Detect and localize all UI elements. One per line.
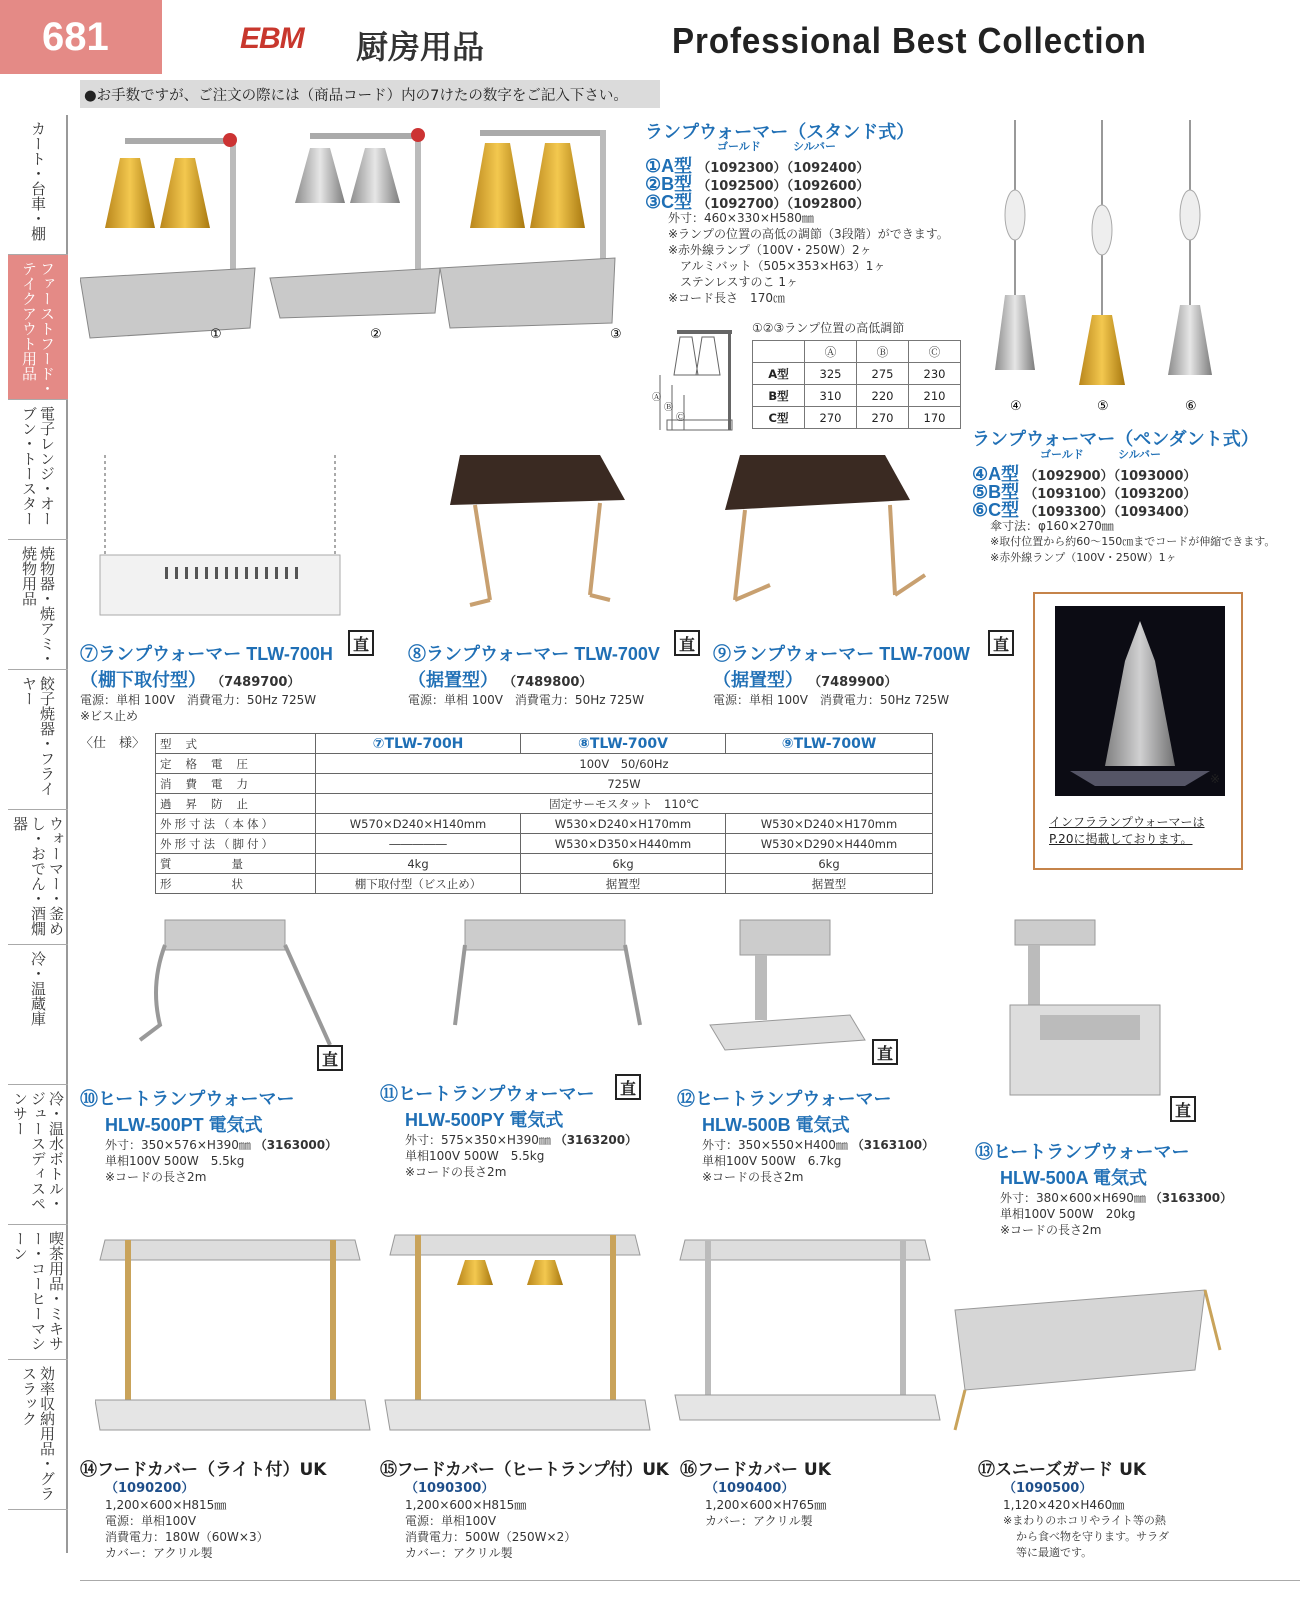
tab-fryer[interactable]: 餃子焼器・フライヤー [8,670,68,810]
category-title: 厨房用品 [356,28,485,66]
pendant-model-list: ④A型 （1092900）（1093000） ⑤B型 （1093100）（1093200） ⑥C型 （1093300）（1093400） [972,464,1197,520]
stand-model-list: ①A型 （1092300）（1092400） ②B型 （1092500）（1092600） ③C型 （1092700）（1092800） [645,156,870,212]
levels-title: ①②③ランプ位置の高低調節 [752,321,905,335]
tlw-700w-name: ⑨ランプウォーマー TLW-700W [713,644,970,664]
pendant-specs: 傘寸法：φ160×270㎜ ※取付位置から約60～150㎝までコードが伸縮できます。 ※赤外線ランプ（100V・250W）1ヶ [990,519,1276,564]
infra-note: インフラランプウォーマーは P.20に掲載しております。 [1049,815,1205,846]
hlw-500pt-block: ⑩ヒートランプウォーマー HLW-500PT 電気式 外寸：350×576×H390㎜ （3163000） 単相100V 500W 5.5kg ※コードの長さ2m 直 [80,1085,380,1185]
tab-carts[interactable]: カート・台車・棚 [8,115,68,255]
tlw-700v-block: ⑧ランプウォーマー TLW-700V （据置型） （7489800） 電源：単相 100V 消費電力：50Hz 725W 直 [408,640,708,708]
tab-dispenser[interactable]: 冷・温水ボトル・ジュースディスペンサー [8,1085,68,1225]
tlw-photos [95,455,975,630]
photo-label-2: ② [370,327,382,342]
direct-ship-badge: 直 [348,630,374,656]
tlw-700h-name: ⑦ランプウォーマー TLW-700H [80,644,333,664]
spec-table: 型式 ⑦TLW-700H ⑧TLW-700V ⑨TLW-700W 定格電圧 100V 50/60Hz 消費電力 725W 過昇防止 固定サーモスタット 110℃ 外形寸法（本体） W570×D240×H140mm W530×D240×H170mm W530×D240×H170mm 外形寸法（脚付） ――――― W530×D350×H440mm W530×D290×H440mm 質量 4kg 6kg 6kg 形状 棚下取付型（ビス止め） 据置型 据置型 [155,733,933,894]
direct-ship-badge: 直 [872,1039,898,1065]
stand-warmer-photos [80,118,640,358]
tab-warmer[interactable]: ウォーマー・釜めし・おでん・酒燗器 [8,810,68,945]
food-cover-photos [95,1230,1265,1445]
infra-mark: ※ [1210,772,1221,786]
tlw-700h-block: ⑦ランプウォーマー TLW-700H （棚下取付型） （7489700） 電源：単相 100V 消費電力：50Hz 725W ※ビス止め 直 [80,640,410,724]
stand-col-gold: ゴールド [717,141,761,153]
hlw-500a-block: ⑬ヒートランプウォーマー HLW-500A 電気式 外寸：380×600×H690㎜ （3163300） 単相100V 500W 20kg ※コードの長さ2m 直 [975,1138,1275,1238]
svg-text:⑤: ⑤ [1097,399,1109,414]
pendant-warmer-photos [980,120,1220,425]
sneeze-guard-block: ⑰スニーズガード UK （1090500） 1,120×420×H460㎜ ※まわりのホコリやライト等の熱 から食べ物を守ります。サラダ 等に最適です。 [978,1460,1170,1559]
levels-table: Ⓐ Ⓑ Ⓒ A型 325 275 230 B型 310 220 210 C型 270 270 170 [752,340,961,429]
tab-storage[interactable]: 効率収納用品・グラスラック [8,1360,68,1510]
cover-uk-block: ⑯フードカバー UK （1090400） 1,200×600×H765㎜ カバー：アクリル製 [680,1460,831,1528]
pendant-col-gold: ゴールド [1040,449,1084,461]
svg-text:Ⓒ: Ⓒ [676,413,686,423]
tlw-700v-name: ⑧ランプウォーマー TLW-700V [408,644,660,664]
direct-ship-badge: 直 [615,1074,641,1100]
order-notice: ●お手数ですが、ご注文の際には（商品コード）内の7けたの数字をご記入下さい。 [80,80,660,108]
cover-uk-light-block: ⑭フードカバー（ライト付）UK （1090200） 1,200×600×H815㎜ 電源：単相100V 消費電力：180W（60W×3） カバー：アクリル製 [80,1460,327,1560]
tab-fastfood[interactable]: ファーストフード・テイクアウト用品 [8,255,68,400]
pendant-col-silver: シルバー [1118,449,1161,461]
tlw-700w-block: ⑨ランプウォーマー TLW-700W （据置型） （7489900） 電源：単相 100V 消費電力：50Hz 725W 直 [713,640,1013,708]
direct-ship-badge: 直 [988,630,1014,656]
collection-title: Professional Best Collection [672,20,1147,61]
hlw-500b-block: ⑫ヒートランプウォーマー HLW-500B 電気式 外寸：350×550×H400㎜ （3163100） 単相100V 500W 6.7kg ※コードの長さ2m 直 [677,1085,977,1185]
direct-ship-badge: 直 [317,1045,343,1071]
photo-label-3: ③ [610,327,622,342]
lamp-height-diagram [652,325,742,445]
direct-ship-badge: 直 [674,630,700,656]
svg-text:Ⓐ: Ⓐ [652,393,662,403]
tab-grill[interactable]: 焼物器・焼アミ・焼物用品 [8,540,68,670]
footer-divider [80,1580,1300,1581]
infra-photo [1055,606,1225,796]
tab-microwave[interactable]: 電子レンジ・オーブン・トースター [8,400,68,540]
spec-table-label: 〈仕 様〉 [80,736,146,751]
direct-ship-badge: 直 [1170,1096,1196,1122]
stand-title: ランプウォーマー（スタンド式） [645,122,915,142]
category-sidebar [0,115,68,1553]
stand-col-silver: シルバー [793,141,836,153]
pendant-title: ランプウォーマー（ペンダント式） [972,429,1259,449]
hlw-500py-block: ⑪ヒートランプウォーマー HLW-500PY 電気式 外寸：575×350×H390㎜ （3163200） 単相100V 500W 5.5kg ※コードの長さ2m 直 [380,1080,680,1180]
svg-text:⑥: ⑥ [1185,399,1197,414]
brand-logo: EBM [240,22,304,55]
stand-specs: 外寸：460×330×H580㎜ ※ランプの位置の高低の調節（3段階）ができます。 ※赤外線ランプ（100V・250W）2ヶ アルミバット（505×353×H63）1ヶ ステンレスすのこ 1ヶ ※コード長さ 170㎝ [668,211,949,305]
infra-ref-box [1033,592,1243,870]
tab-coffee[interactable]: 喫茶用品・ミキサー・コーヒーマシーン [8,1225,68,1360]
cover-uk-heat-block: ⑮フードカバー（ヒートランプ付）UK （1090300） 1,200×600×H815㎜ 電源：単相100V 消費電力：500W（250W×2） カバー：アクリル製 [380,1460,669,1560]
svg-text:Ⓑ: Ⓑ [664,403,674,413]
tab-refrigerator[interactable]: 冷・温蔵庫 [8,945,68,1085]
photo-label-1: ① [210,327,222,342]
svg-text:④: ④ [1010,399,1022,414]
page-number: 681 [0,0,162,74]
